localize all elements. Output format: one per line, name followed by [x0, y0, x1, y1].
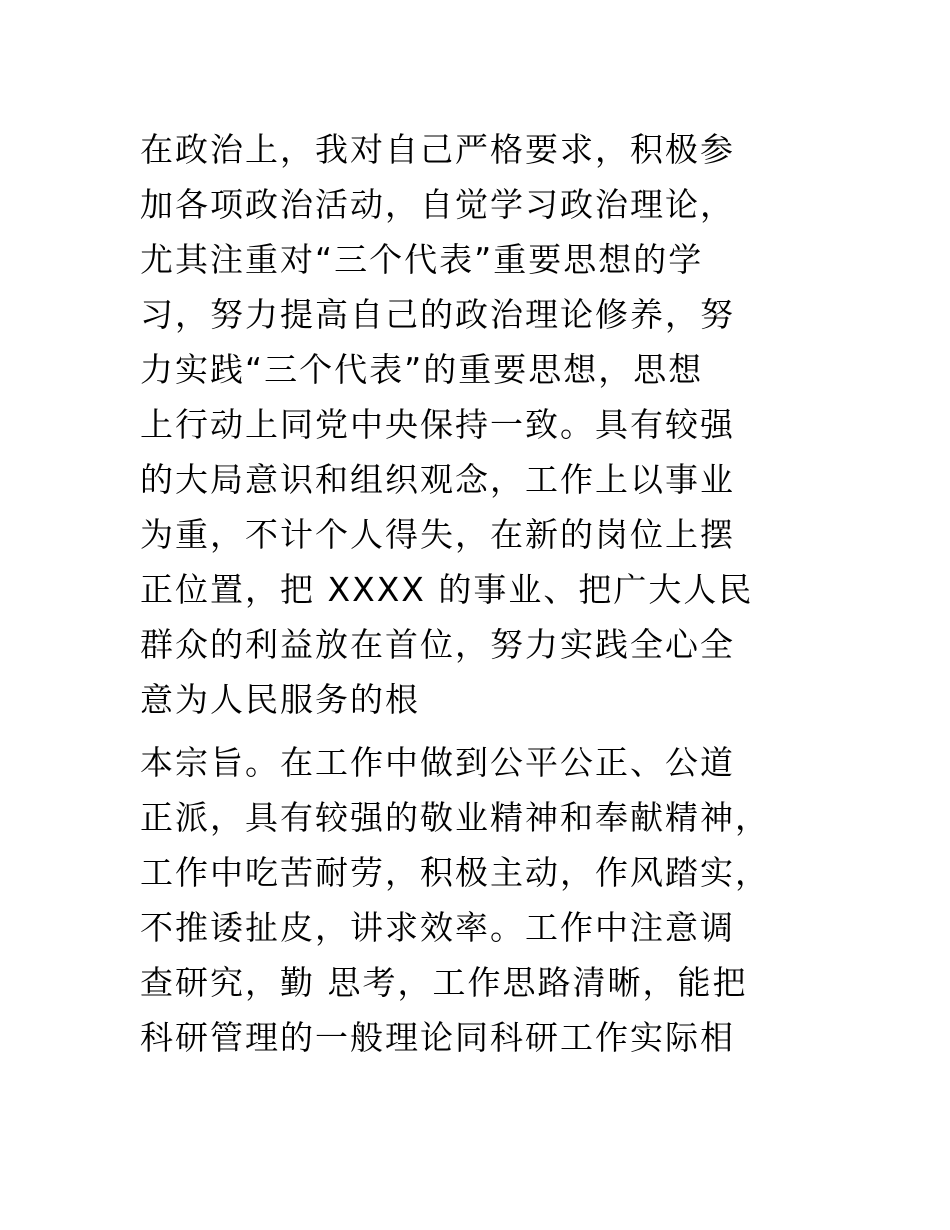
text-line: 查研究，勤 思考，工作思路清晰，能把	[140, 963, 748, 1002]
text-line: 力实践“三个代表”的重要思想，思想	[140, 350, 704, 389]
text-line: 本宗旨。在工作中做到公平公正、公道	[140, 743, 735, 782]
text-line: 群众的利益放在首位，努力实践全心全	[140, 625, 735, 664]
text-line: 工作中吃苦耐劳，积极主动，作风踏实，	[140, 853, 770, 892]
text-line: 意为人民服务的根	[140, 680, 420, 719]
text-line: 正位置，把 XXXX 的事业、把广大人民	[140, 570, 754, 609]
paragraph-2	[140, 735, 840, 1065]
text-line: 不推诿扯皮，讲求效率。工作中注意调	[140, 908, 735, 947]
paragraph-1	[140, 122, 840, 727]
text-line: 上行动上同党中央保持一致。具有较强	[140, 405, 735, 444]
text-line: 加各项政治活动，自觉学习政治理论，	[140, 185, 735, 224]
text-line: 为重，不计个人得失，在新的岗位上摆	[140, 515, 735, 554]
text-line: 习，努力提高自己的政治理论修养，努	[140, 295, 735, 334]
text-line: 科研管理的一般理论同科研工作实际相	[140, 1018, 735, 1057]
text-line: 尤其注重对“三个代表”重要思想的学	[140, 240, 704, 279]
text-line: 的大局意识和组织观念，工作上以事业	[140, 460, 735, 499]
text-line: 正派，具有较强的敬业精神和奉献精神，	[140, 798, 770, 837]
text-line: 在政治上，我对自己严格要求，积极参	[140, 130, 735, 169]
